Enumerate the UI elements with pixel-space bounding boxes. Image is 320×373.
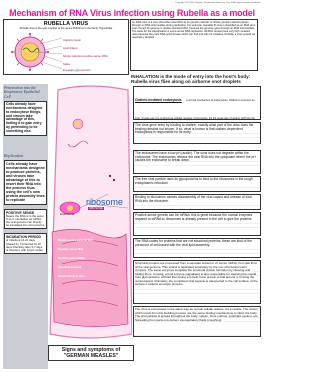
- virus-label-capsid: Capsid protein: [63, 38, 82, 42]
- er-label-negative: Negative-sense RNA: [58, 248, 84, 251]
- replication-heading: Replication: [4, 152, 24, 158]
- ribosome-sublabel: RIBOSOME: [89, 207, 103, 210]
- er-label-parental: Positive-sense parental RNA: [58, 239, 94, 242]
- step-clathrin-title: Clathrin-mediated endocytosis: [135, 98, 182, 102]
- intro-text: An RNA virus is a virus that either uses RNA as its genetic material, or whose genetic material passes through an RNA intermediate during replication. For example, Hepatitis B virus is classified as an RNA virus even though its genome is double-stranded DNA, because the genome goes through an RNA intermediate. The basis for the classification is some-sense RNA replication. All RNA viruses have very high mutation rates because they lack DNA polymerases which can find and edit out mistakes. Rubella, a virus spread via respiratory droplets.: [130, 19, 258, 71]
- step-clathrin-text: a normal mechanism of endocytosis. Clathrin is common as coat, viruses use it to endocytose cellular receptor components. It's the usual way of getting stuff into the: [135, 99, 255, 120]
- er-label-mrna: Positive-sense mRNA: [58, 257, 85, 260]
- step-structural: Structural proteins are processed from a separate subset of vrt sense mRNA, from last third of the viral genome. This strand is replicated separately by the non-structural protein complex. The same enzymes complete the structural protein formation by cleaving and folding them. In Golgi, a host enzyme (signalase) is also responsible for cleaving the capsid from glycoproteins, with E2 then being a C-helix trans protein to fold around it, forming the nucleocapsid. Ultimately, the completed viral capsule is transported to the cell surface, at the surface it collects envelope proteins.: [133, 260, 261, 304]
- inhalation-note: INHALATION is the mode of entry into the host's body: Rubella virus flies along on airborne snot droplets: [131, 74, 251, 85]
- virus-panel: [3, 19, 129, 75]
- signs-symptoms-title: Signs and symptoms of "GERMAN MEASLES": [48, 345, 134, 361]
- virus-label-spike: Spike: [63, 62, 70, 66]
- virus-label-rna: Single stranded positive sense RNA: [63, 54, 108, 58]
- incubation-text: of rubella is 14-21 days. Shared by 74 infected by 10 days Infectivity after 5-7 days of infection, with lymph nodes: [6, 238, 43, 252]
- er-label-nonstructural: Nonstructural protein: [58, 275, 85, 278]
- step-positive-sense: Positive-sense genetic can be mRNA: this is great because the normal enzymes required to mRNA to ribosomes is already present in the cell to give the proteins: [133, 212, 261, 236]
- step-free-rna: The free viral particle uses its glycoproteins to bind to the ribosomes in the rough endoplasmic reticulum: [133, 176, 261, 192]
- step-clathrin: [133, 86, 261, 120]
- incubation-box: [4, 233, 47, 254]
- positive-sense-text: Means the RNA is in the same 5'-to-3' orientation as mRNA; the viral genome can directly be translated into viral proteins: [6, 213, 45, 228]
- step-binding: Binding to ribosomes causes disassembly of the viral capsid and release of viral RNA into the ribosome.: [133, 194, 261, 210]
- virus-label-envelope: Envelope glycoprotein: [63, 68, 91, 72]
- replication-text: Cells already have mechanisms designed to produce proteins, and viruses take advantage of this to insert their RNA into the process thus using the cell's own protein assembly lines to replicate: [4, 160, 47, 205]
- endosome-label: Endosome: [60, 212, 75, 216]
- er-label-structural: Structural proteins: [58, 266, 82, 269]
- step-rna-proteins: The RNA codes for proteins that are not structural proteins, these are kind of the precursor of cell-based with the viral lipid assembly.: [133, 238, 261, 258]
- penetration-heading: Penetration into the Respiratory Epithelial Cell: [4, 85, 40, 99]
- positive-sense-box: [4, 209, 47, 230]
- poster-title: Mechanism of RNA Virus infection using Rubella as a model: [9, 8, 255, 18]
- penetration-text: Cells already have mechanisms designed to endocytose things, and viruses take advantage of this, fooling it to gain entry by pretending to be something else.: [4, 101, 47, 135]
- step-exocytosis: The virus is exocytosed in the same way as normal cellular wastes, via a vesicle. The virions which result from this budding process use the same binding mechanisms to infect the body. The viral particle is spread throughout the body: spleen, bone marrow, lymphatic system, etc. Spreading from person to person via respiratory fluids (coughing): [133, 306, 261, 337]
- virus-subheading: Rubella virus is the sole member of the genus Rubivirus in the family Togaviridae: [19, 27, 113, 30]
- step-virus-gene: The virus gene entry by binding to clathrin, exactly what part of the virus does the binding remains not known. If so, what is known is that clathrin-dependent endocytosis is responsible for its entry.: [133, 122, 261, 144]
- step-endosomes: The endosomes have a low pH (acidic). The virus does not degrade within the endosome. The endosomes release the viral RNA into the cytoplasm where the pH causes the endosome to break down.: [133, 150, 261, 174]
- copyright-credit: Copyright 2017 Nick Nguyen. Illustrations from Lucy Tran & All original images produced.: [175, 2, 261, 4]
- positive-sense-title: POSITIVE SENSE: [6, 210, 35, 215]
- virus-label-lipid: Lipid bilayer: [63, 46, 78, 50]
- virus-heading: RUBELLA VIRUS: [43, 21, 89, 27]
- ribosome-label: ribosome: [86, 197, 124, 207]
- incubation-title: INCUBATION PERIOD: [6, 235, 41, 240]
